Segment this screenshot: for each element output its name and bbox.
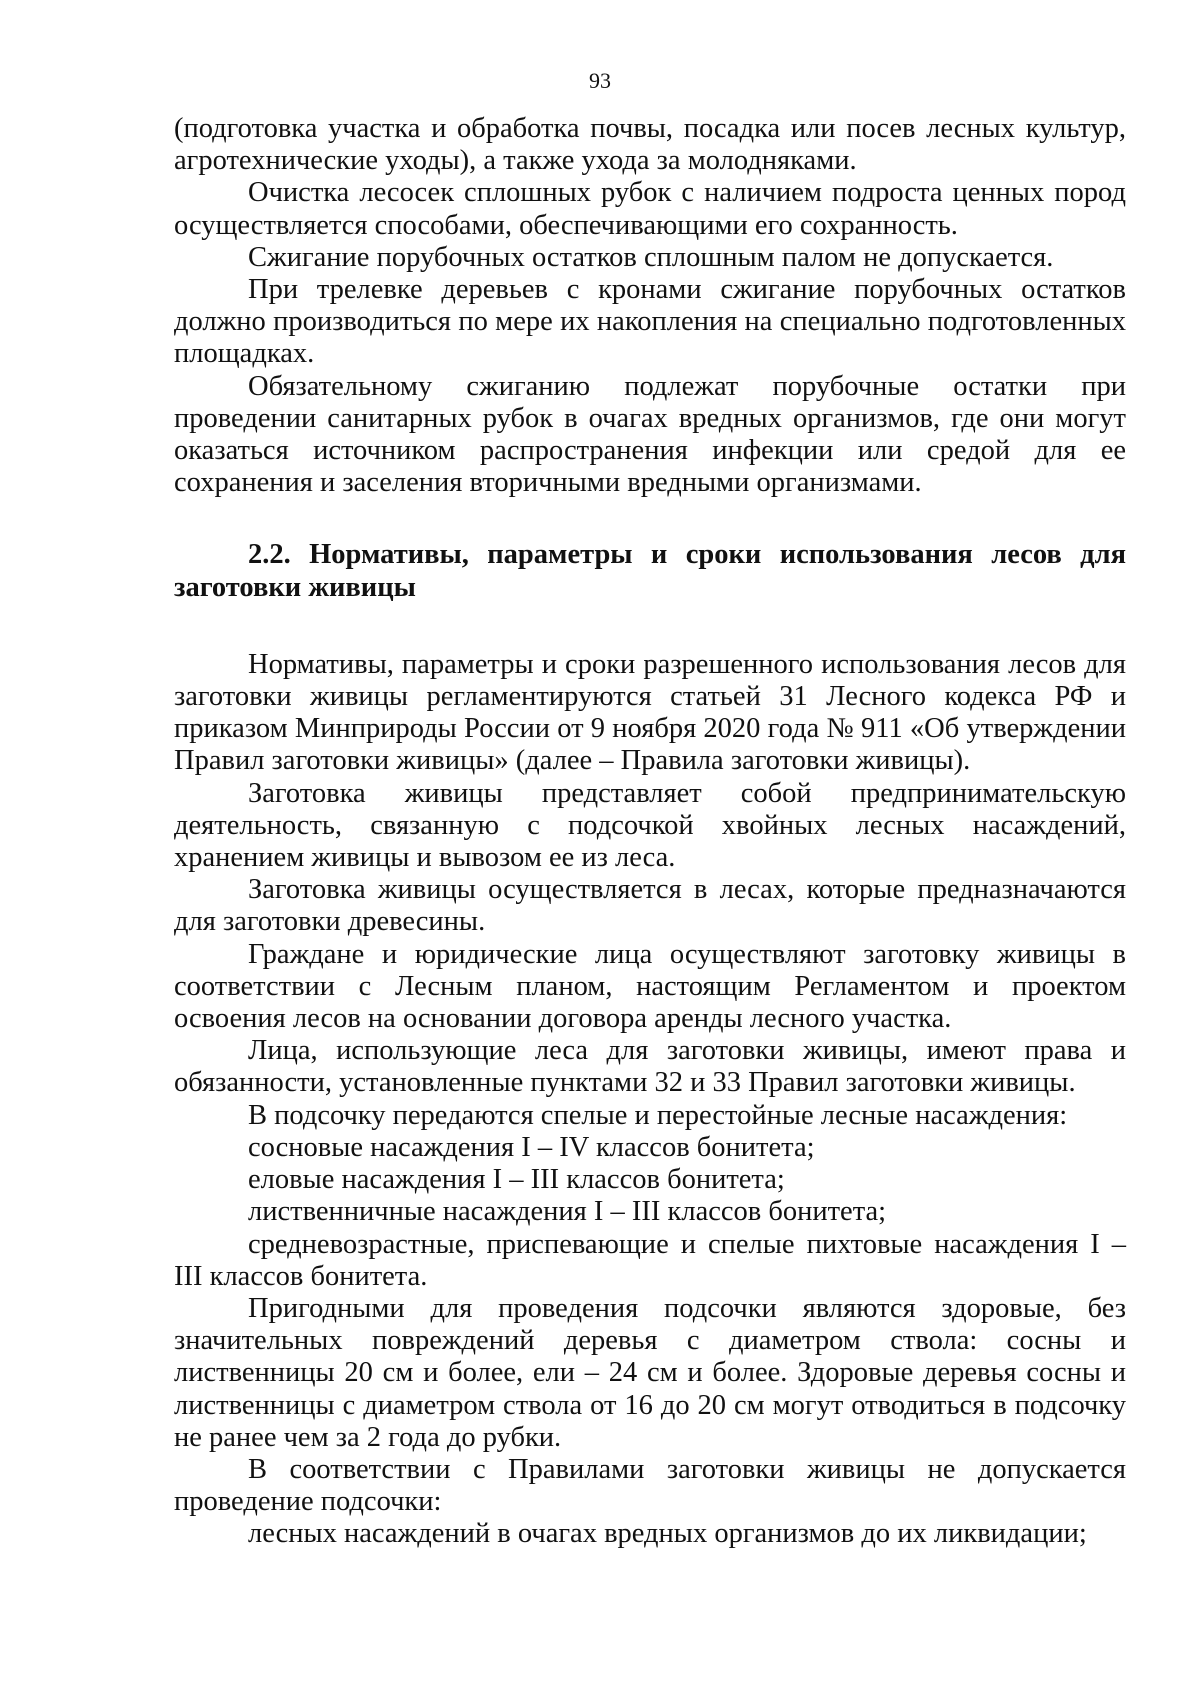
page-number: 93 bbox=[589, 68, 611, 93]
list-item: еловые насаждения I – III классов бонитета; bbox=[248, 1164, 785, 1196]
list-item: средневозрастные, приспевающие и спелые пихтовые насаждения I – III классов бонитета. bbox=[174, 1228, 1126, 1292]
document-body bbox=[174, 113, 1126, 1551]
list-item: лиственничные насаждения I – III классов бонитета; bbox=[248, 1196, 887, 1228]
paragraph: В соответствии с Правилами заготовки живицы не допускается проведение подсочки: bbox=[174, 1453, 1126, 1518]
paragraph: Граждане и юридические лица осуществляют заготовку живицы в соответствии с Лесным планом, настоящим Регламентом и проектом освоения лесов на основании договора аренды лесного участка. bbox=[174, 938, 1126, 1035]
paragraph: Пригодными для проведения подсочки являются здоровые, без значительных повреждений деревья с диаметром ствола: сосны и лиственницы 20 см и более, ели – 24 см и более. Здоровые деревья сосны и лиственницы с диаметром ствола от 16 до 20 см могут отводиться в подсочку не ранее чем за 2 года до рубки. bbox=[174, 1292, 1126, 1453]
paragraph: (подготовка участка и обработка почвы, посадка или посев лесных культур, агротехнические уходы), а также ухода за молодняками. bbox=[174, 113, 1126, 177]
list-item: лесных насаждений в очагах вредных организмов до их ликвидации; bbox=[248, 1518, 1087, 1550]
paragraph: Сжигание порубочных остатков сплошным палом не допускается. bbox=[248, 241, 1054, 273]
paragraph: Заготовка живицы представляет собой предпринимательскую деятельность, связанную с подсочкой хвойных лесных насаждений, хранением живицы и вывозом ее из леса. bbox=[174, 777, 1126, 874]
section-heading: 2.2. Нормативы, параметры и сроки использования лесов для заготовки живицы bbox=[174, 539, 1126, 603]
paragraph: При трелевке деревьев с кронами сжигание порубочных остатков должно производиться по мере их накопления на специально подготовленных площадках. bbox=[174, 274, 1126, 370]
paragraph: Нормативы, параметры и сроки разрешенного использования лесов для заготовки живицы регламентируются статьей 31 Лесного кодекса РФ и приказом Минприроды России от 9 ноября 2020 года № 911 «Об утверждении Правил заготовки живицы» (далее – Правила заготовки живицы). bbox=[174, 648, 1126, 777]
paragraph: Обязательному сжиганию подлежат порубочные остатки при проведении санитарных рубок в очагах вредных организмов, где они могут оказаться источником распространения инфекции или средой для ее сохранения и заселения вторичными вредными организмами. bbox=[174, 370, 1126, 499]
paragraph: В подсочку передаются спелые и перестойные лесные насаждения: bbox=[248, 1099, 1068, 1131]
list-item: сосновые насаждения I – IV классов бонитета; bbox=[248, 1131, 815, 1163]
paragraph: Очистка лесосек сплошных рубок с наличием подроста ценных пород осуществляется способами, обеспечивающими его сохранность. bbox=[174, 177, 1126, 241]
paragraph: Заготовка живицы осуществляется в лесах, которые предназначаются для заготовки древесины. bbox=[174, 874, 1126, 938]
paragraph: Лица, использующие леса для заготовки живицы, имеют права и обязанности, установленные пунктами 32 и 33 Правил заготовки живицы. bbox=[174, 1035, 1126, 1099]
